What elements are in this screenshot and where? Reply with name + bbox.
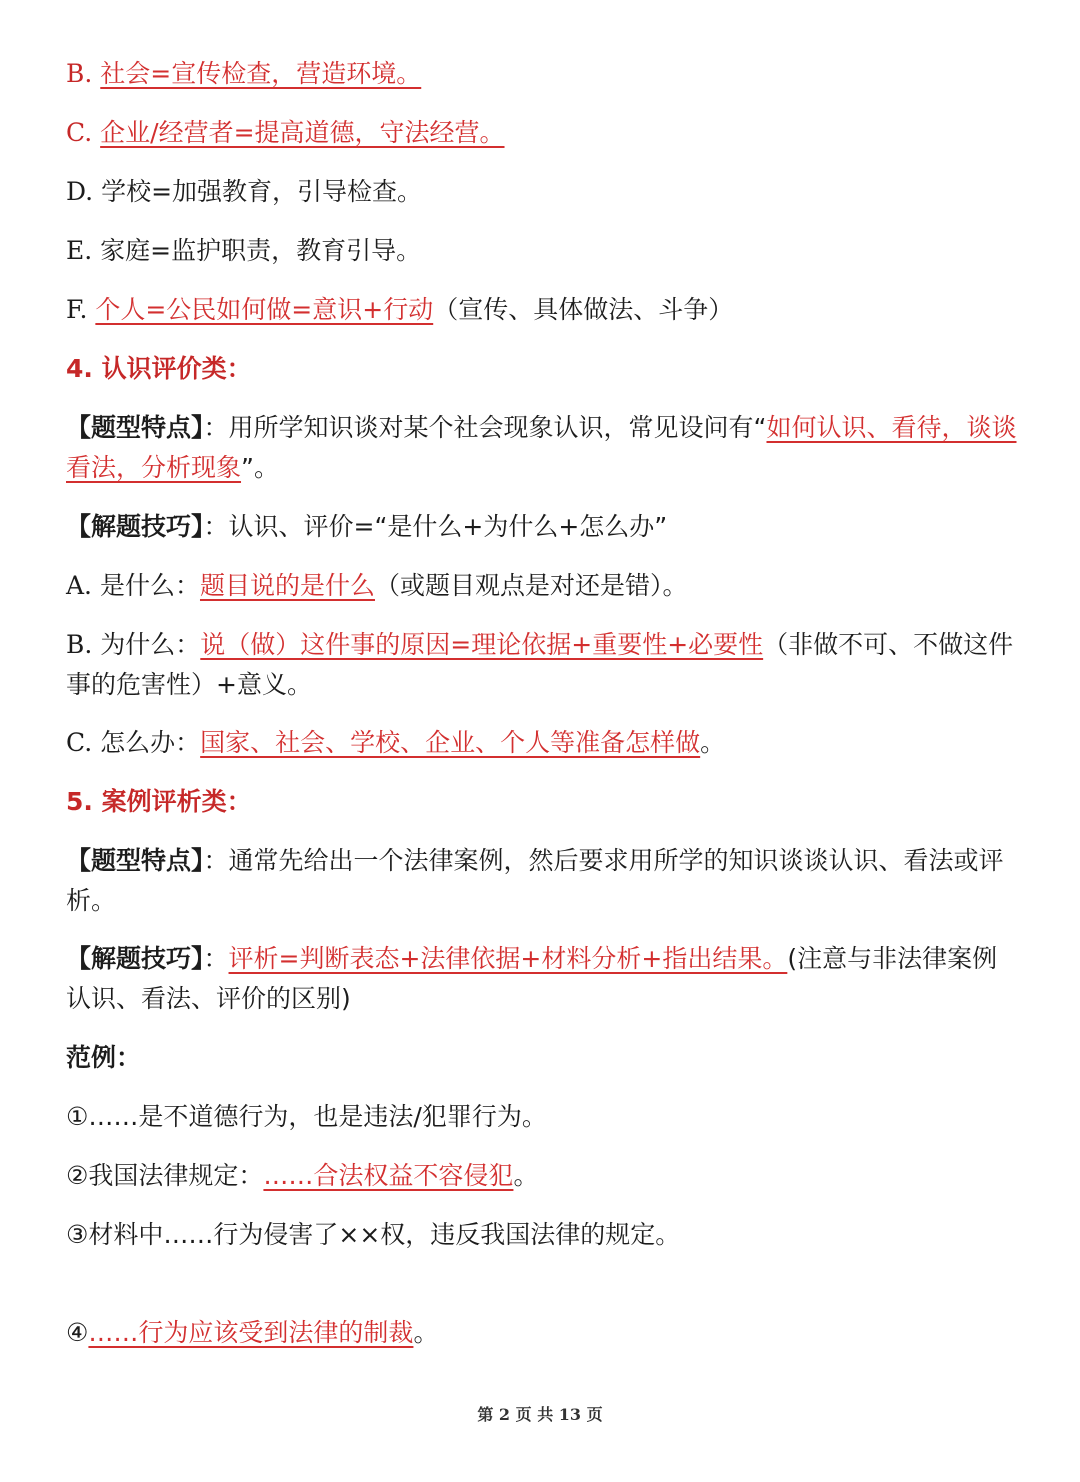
example-3: ③材料中……行为侵害了××权，违反我国法律的规定。	[66, 1220, 681, 1249]
features-label: 【题型特点】	[66, 413, 204, 442]
example-2	[66, 1156, 1020, 1196]
tips-label: 【解题技巧】	[66, 944, 204, 973]
tips-label: 【解题技巧】	[66, 512, 204, 541]
tips-rest: (注意与非法律案例认识、看法、评价的区别)	[66, 944, 998, 1013]
item-red-text: 题目说的是什么	[199, 571, 375, 600]
section-4-c	[66, 723, 1020, 763]
item-letter: D.	[66, 177, 94, 206]
page-number-footer: 第 2 页 共 13 页	[477, 1405, 603, 1424]
example-red: ……合法权益不容侵犯	[263, 1161, 514, 1190]
item-text: 学校=加强教育，引导检查。	[101, 177, 423, 206]
item-text: 社会=宣传检查，营造环境。	[100, 59, 422, 88]
tips-text: ：认识、评价=“是什么+为什么+怎么办”	[203, 512, 668, 541]
item-label: 怎么办：	[100, 728, 201, 757]
section-5-title: 5. 案例评析类：	[66, 787, 252, 816]
item-letter: B.	[66, 59, 93, 88]
item-rest-text: （或题目观点是对还是错）。	[375, 571, 688, 600]
section-4-title: 4. 认识评价类：	[66, 354, 252, 383]
item-b-society	[66, 54, 1020, 94]
item-letter: B.	[66, 630, 93, 659]
tips-red: 评析=判断表态+法律依据+材料分析+指出结果。	[228, 944, 788, 973]
item-red-text: 国家、社会、学校、企业、个人等准备怎样做	[200, 728, 701, 757]
tips-colon: ：	[203, 944, 229, 973]
item-letter: F.	[66, 295, 88, 324]
section-4-tips	[66, 507, 1020, 547]
item-text: 家庭=监护职责，教育引导。	[100, 236, 422, 265]
item-f-individual	[66, 290, 1020, 330]
item-label: 是什么：	[99, 571, 200, 600]
item-letter: C.	[66, 118, 93, 147]
item-c-enterprise	[66, 113, 1020, 153]
item-e-family	[66, 231, 1020, 271]
features-red: 如何认识、看待，谈谈看法，分析现象	[66, 413, 1017, 482]
example-4	[66, 1313, 1020, 1353]
features-text: ：用所学知识谈对某个社会现象认识，常见设问有“	[203, 413, 767, 442]
section-5-tips	[66, 939, 1020, 1019]
item-letter: E.	[66, 236, 93, 265]
section-4-a	[66, 566, 1020, 606]
item-letter: C.	[66, 728, 93, 757]
item-rest-text: （宣传、具体做法、斗争）	[433, 295, 734, 324]
features-text: ：通常先给出一个法律案例，然后要求用所学的知识谈谈认识、看法或评析。	[66, 846, 1004, 915]
example-red: ……行为应该受到法律的制裁	[88, 1318, 414, 1347]
item-d-school	[66, 172, 1020, 212]
example-prefix: ④	[66, 1318, 89, 1347]
section-4-features	[66, 408, 1020, 488]
example-end: 。	[413, 1318, 439, 1347]
item-red-text: 说（做）这件事的原因=理论依据+重要性+必要性	[200, 630, 764, 659]
item-rest-text: （非做不可、不做这件事的危害性）+意义。	[66, 630, 1014, 699]
item-label: 为什么：	[100, 630, 201, 659]
features-label: 【题型特点】	[66, 846, 204, 875]
features-end: ”。	[241, 453, 279, 482]
item-red-text: 个人=公民如何做=意识+行动	[95, 295, 434, 324]
example-label: 范例：	[66, 1043, 142, 1072]
example-end: 。	[513, 1161, 539, 1190]
example-prefix: ②我国法律规定：	[66, 1161, 264, 1190]
item-rest-text: 。	[700, 728, 726, 757]
section-4-b	[66, 625, 1020, 705]
item-text: 企业/经营者=提高道德，守法经营。	[100, 118, 505, 147]
example-1: ①……是不道德行为，也是违法/犯罪行为。	[66, 1102, 547, 1131]
section-5-features	[66, 841, 1020, 921]
item-letter: A.	[66, 571, 93, 600]
